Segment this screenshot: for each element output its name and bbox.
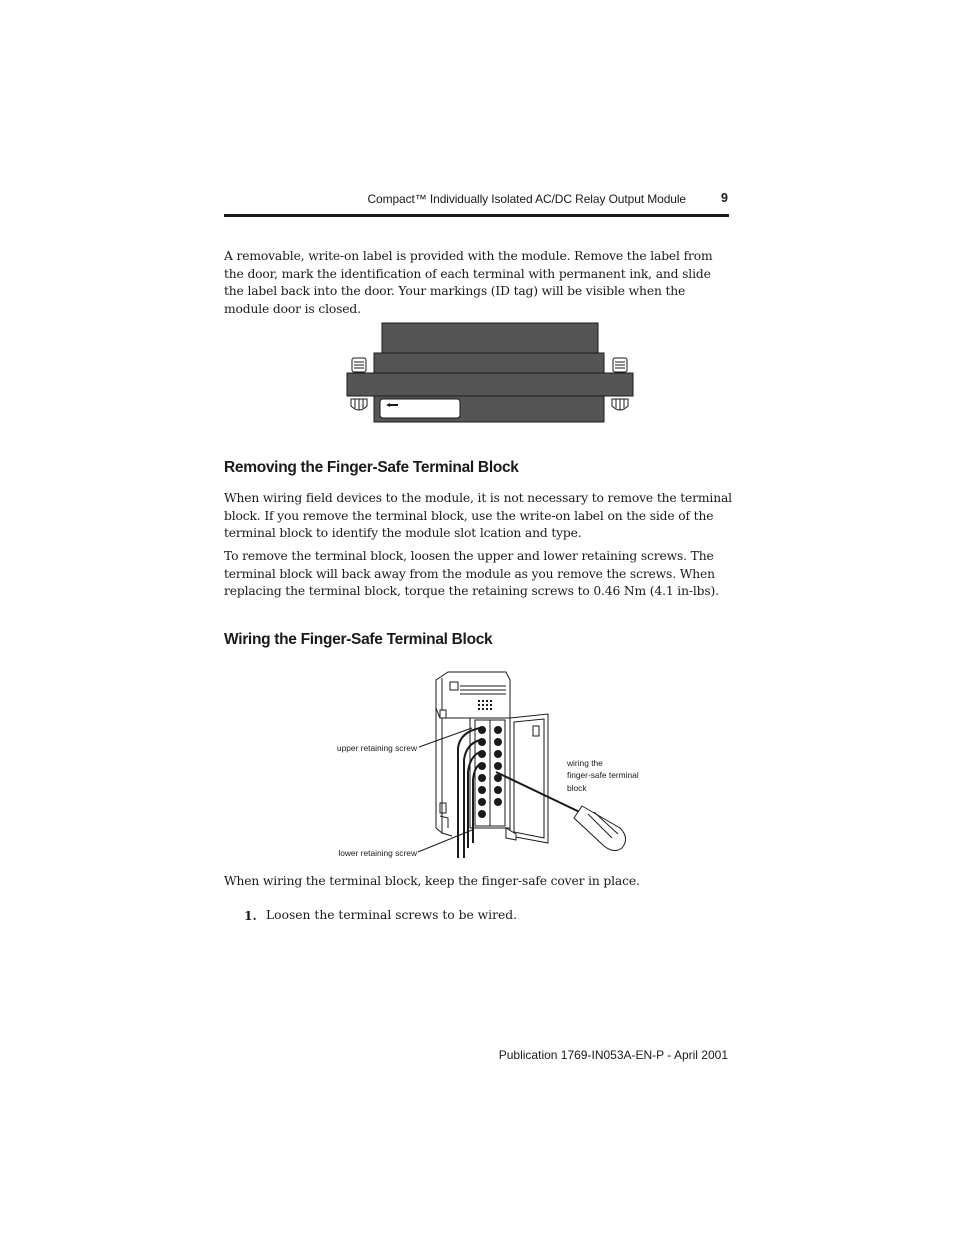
removing-paragraph-1: When wiring field devices to the module, it is not necessary to remove the terminal block. If you remove the terminal block, use the write-on label on the side of the terminal block to identify the module slot lcation and type.: [224, 491, 732, 540]
callout-upper-retaining-screw: upper retaining screw: [336, 743, 417, 753]
step-1-number: 1.: [244, 908, 257, 923]
running-header-title: Compact™ Individually Isolated AC/DC Relay Output Module: [367, 192, 686, 206]
heading-wiring-terminal-block: Wiring the Finger-Safe Terminal Block: [224, 631, 493, 648]
door-middle-panel: [374, 353, 604, 373]
open-door: [506, 714, 548, 843]
door-wide-bar: [347, 373, 633, 396]
callout-wiring-line-3: block: [567, 783, 587, 793]
callout-lower-retaining-screw: lower retaining screw: [338, 848, 417, 858]
label-door-figure: [344, 320, 636, 426]
step-1-text: Loosen the terminal screws to be wired.: [266, 908, 518, 922]
door-top-panel: [382, 323, 598, 353]
terminal-block: [470, 718, 510, 828]
wiring-paragraph: When wiring the terminal block, keep the finger-safe cover in place.: [224, 874, 640, 888]
header-rule: [224, 214, 729, 217]
callout-wiring-line-2: finger-safe terminal: [567, 770, 639, 780]
callout-wiring-line-1: wiring the: [567, 758, 603, 768]
write-on-label: [380, 399, 460, 418]
intro-paragraph: A removable, write-on label is provided with the module. Remove the label from the door, mark the identification of each terminal with permanent ink, and slide the label back into the door. Your markings (ID tag) will be visible when the module door is closed.: [224, 249, 713, 316]
removing-paragraph-2: To remove the terminal block, loosen the upper and lower retaining screws. The terminal block will back away from the module as you remove the screws. When replacing the terminal block, torque the retaining screws to 0.46 Nm (4.1 in-lbs).: [224, 549, 719, 598]
page-number: 9: [721, 191, 728, 205]
heading-removing-terminal-block: Removing the Finger-Safe Terminal Block: [224, 459, 519, 476]
wiring-figure: [320, 668, 660, 864]
publication-footer: Publication 1769-IN053A-EN-P - April 2001: [498, 1048, 728, 1062]
